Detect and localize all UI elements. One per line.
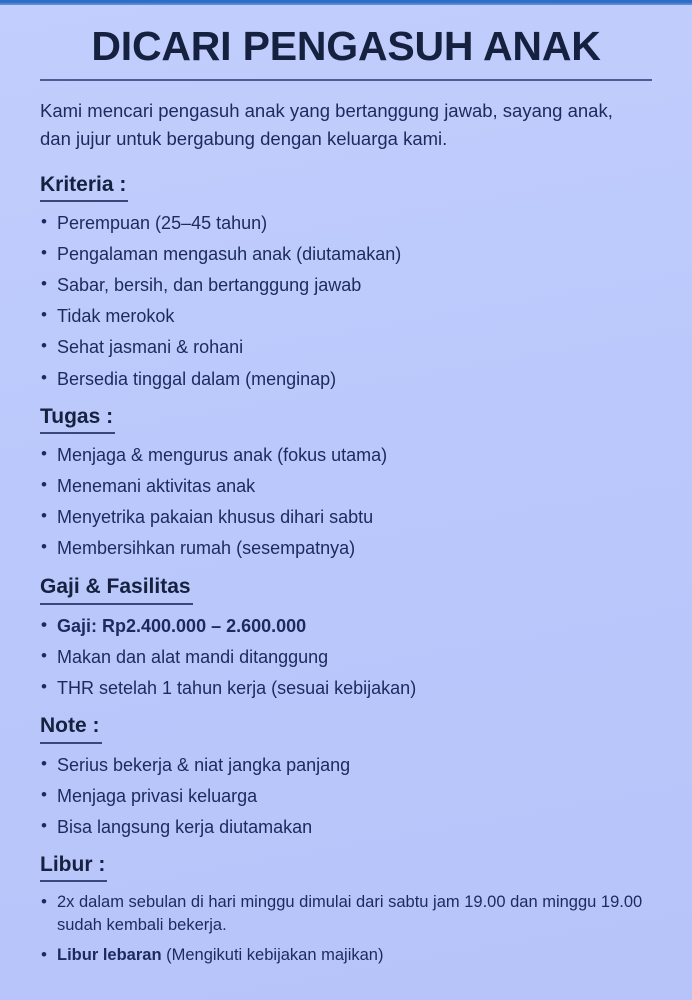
list-item-label: (Mengikuti kebijakan majikan) bbox=[161, 946, 384, 965]
bullet-list-gaji bbox=[40, 614, 652, 702]
list-item: • Bisa langsung kerja diutamakan bbox=[40, 815, 652, 840]
bullet-list-libur bbox=[40, 891, 652, 966]
list-item: • Pengalaman mengasuh anak (diutamakan) bbox=[40, 242, 652, 267]
section-heading-tugas: Tugas : bbox=[40, 405, 115, 434]
list-item: • Sehat jasmani & rohani bbox=[40, 335, 652, 360]
list-item bbox=[40, 944, 652, 966]
section-heading-gaji: Gaji & Fasilitas bbox=[40, 575, 193, 605]
list-item: • Membersihkan rumah (sesempatnya) bbox=[40, 536, 652, 561]
list-item: • Menjaga privasi keluarga bbox=[40, 784, 652, 809]
list-item: • Sabar, bersih, dan bertanggung jawab bbox=[40, 273, 652, 298]
page-title: DICARI PENGASUH ANAK bbox=[91, 23, 601, 69]
bullet-list-note bbox=[40, 753, 652, 841]
section-heading-kriteria: Kriteria : bbox=[40, 173, 128, 202]
section-libur bbox=[40, 853, 652, 966]
sections-container bbox=[40, 173, 652, 967]
bullet-list-kriteria bbox=[40, 211, 652, 392]
section-heading-libur: Libur : bbox=[40, 853, 107, 882]
list-item: • Bersedia tinggal dalam (menginap) bbox=[40, 367, 652, 392]
title-divider bbox=[40, 79, 652, 81]
list-item: • Gaji: Rp2.400.000 – 2.600.000 bbox=[40, 614, 652, 639]
section-gaji bbox=[40, 575, 652, 702]
list-item: • Makan dan alat mandi ditanggung bbox=[40, 645, 652, 670]
list-item: • Menyetrika pakaian khusus dihari sabtu bbox=[40, 505, 652, 530]
section-tugas bbox=[40, 405, 652, 562]
section-heading-note: Note : bbox=[40, 714, 102, 743]
list-item: • THR setelah 1 tahun kerja (sesuai kebijakan) bbox=[40, 676, 652, 701]
list-item: • Menjaga & mengurus anak (fokus utama) bbox=[40, 443, 652, 468]
list-item: • Perempuan (25–45 tahun) bbox=[40, 211, 652, 236]
list-item: • Menemani aktivitas anak bbox=[40, 474, 652, 499]
list-item: • Tidak merokok bbox=[40, 304, 652, 329]
list-item-lead: Libur lebaran bbox=[57, 946, 162, 965]
list-item: • Serius bekerja & niat jangka panjang bbox=[40, 753, 652, 778]
job-poster bbox=[0, 5, 692, 1000]
intro-paragraph: Kami mencari pengasuh anak yang bertanggung jawab, sayang anak, dan jujur untuk bergabung dengan keluarga kami. bbox=[40, 100, 613, 149]
list-item: • 2x dalam sebulan di hari minggu dimulai dari sabtu jam 19.00 dan minggu 19.00 sudah kembali bekerja. bbox=[40, 891, 652, 936]
section-kriteria bbox=[40, 173, 652, 392]
bullet-list-tugas bbox=[40, 443, 652, 562]
section-note bbox=[40, 714, 652, 840]
